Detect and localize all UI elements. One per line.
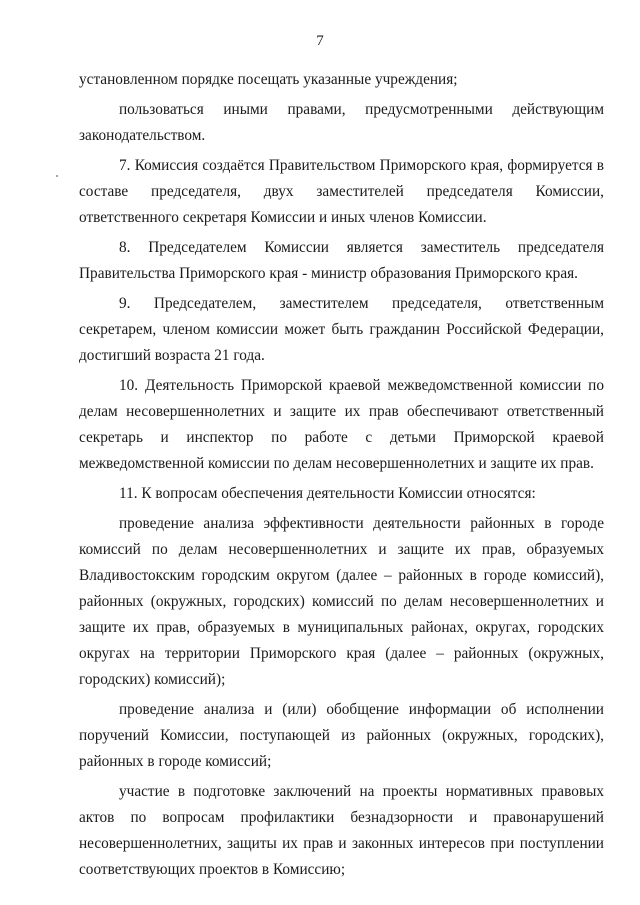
paragraph-item-7: 7. Комиссия создаётся Правительством Приморского края, формируется в составе председателя, двух заместителей председателя Комиссии, ответственного секретаря Комиссии и иных членов Комиссии. <box>79 157 604 226</box>
paragraph-item-9: 9. Председателем, заместителем председателя, ответственным секретарем, членом комиссии может быть гражданин Российской Федерации, достигший возраста 21 года. <box>79 295 604 364</box>
page-number: 7 <box>316 33 324 49</box>
document-body <box>79 67 604 883</box>
paragraph-analysis: проведение анализа эффективности деятельности районных в городе комиссий по делам несовершеннолетних и защите их прав, образуемых Владивостокским городским округом (далее – районных в городе комиссий), районных (окружных, городских) комиссий по делам несовершеннолетних и защите их прав, образуемых в муниципальных районах, округах, городских округах на территории Приморского края (далее – районных (окружных, городских) комиссий); <box>79 515 604 688</box>
paragraph-item-8: 8. Председателем Комиссии является заместитель председателя Правительства Приморского края - министр образования Приморского края. <box>79 239 604 282</box>
paragraph-conclusions: участие в подготовке заключений на проекты нормативных правовых актов по вопросам профилактики безнадзорности и правонарушений несовершеннолетних, защиты их прав и законных интересов при поступлении соответствующих проектов в Комиссию; <box>79 783 604 878</box>
paragraph-item-10: 10. Деятельность Приморской краевой межведомственной комиссии по делам несовершеннолетних и защите их прав обеспечивают ответственный секретарь и инспектор по работе с детьми Приморской краевой межведомственной комиссии по делам несовершеннолетних и защите их прав. <box>79 377 604 472</box>
paragraph-information: проведение анализа и (или) обобщение информации об исполнении поручений Комиссии, поступающей из районных (окружных, городских), районных в городе комиссий; <box>79 701 604 770</box>
paragraph-item-11: 11. К вопросам обеспечения деятельности Комиссии относятся: <box>119 485 536 502</box>
scan-artifact-dot <box>56 175 58 177</box>
paragraph-continuation: установленном порядке посещать указанные учреждения; <box>79 71 458 88</box>
paragraph-rights: пользоваться иными правами, предусмотренными действующим законодательством. <box>79 101 604 144</box>
